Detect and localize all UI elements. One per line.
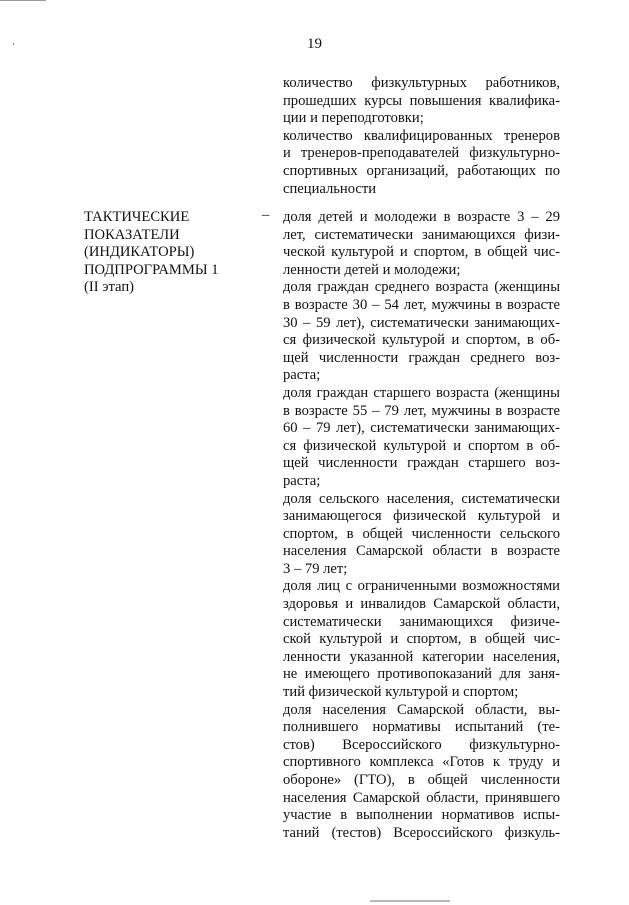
top-text-block	[283, 75, 560, 198]
text-line: обороне» (ГТО), в общей численности	[283, 772, 560, 788]
label-line: (II этап)	[84, 279, 135, 296]
text-line: ленности детей и молодежи;	[283, 261, 461, 278]
text-line: участие в выполнении нормативов испы-	[283, 807, 560, 824]
text-line: щей численности граждан среднего воз-	[283, 349, 560, 366]
text-line: лет, систематически занимающихся физи-	[283, 226, 560, 243]
text-line: полнившего нормативы испытаний (те-	[283, 719, 560, 736]
text-line: доля граждан старшего возраста (женщины	[283, 384, 560, 401]
text-line: доля детей и молодежи в возрасте 3 – 29	[283, 209, 560, 225]
text-line: ской культурой и спортом, в общей чис-	[283, 631, 560, 648]
text-line: в возрасте 30 – 54 лет, мужчины в возрасте	[283, 296, 560, 313]
text-line: ся физической культурой и спортом в об-	[283, 437, 560, 454]
text-line: систематически занимающихся физиче-	[283, 613, 560, 630]
text-line: количество физкультурных работников,	[283, 75, 560, 91]
text-line: спортивных организаций, работающих по	[283, 162, 560, 179]
scan-artifact	[13, 43, 14, 45]
text-line: доля населения Самарской области, вы-	[283, 701, 560, 718]
text-line: населения Самарской области, принявшего	[283, 789, 560, 806]
text-line: здоровья и инвалидов Самарской области,	[283, 596, 560, 613]
text-line: 60 – 79 лет), систематически занимающих-	[283, 420, 560, 437]
scan-artifact	[0, 0, 46, 1]
label-line: ПОДПРОГРАММЫ 1	[84, 261, 219, 278]
page-number: 19	[307, 36, 322, 52]
text-line: ся физической культурой и спортом, в об-	[283, 332, 560, 349]
label-line: (ИНДИКАТОРЫ)	[84, 244, 195, 261]
text-line: специальности	[283, 180, 377, 197]
text-line: не имеющего противопоказаний для заня-	[283, 666, 560, 683]
text-line: доля граждан среднего возраста (женщины	[283, 279, 560, 296]
text-line: раста;	[283, 367, 321, 384]
text-line: прошедших курсы повышения квалифика-	[283, 92, 560, 109]
indicators-text-block	[283, 209, 560, 842]
text-line: таний (тестов) Всероссийского физкуль-	[283, 824, 560, 841]
text-line: раста;	[283, 472, 321, 489]
text-line: стов) Всероссийского физкультурно-	[283, 736, 560, 753]
text-line: количество квалифицированных тренеров	[283, 127, 560, 144]
text-line: щей численности граждан старшего воз-	[283, 455, 560, 472]
text-line: доля сельского населения, систематически	[283, 490, 560, 507]
text-line: занимающегося физической культурой и	[283, 508, 560, 525]
section-label	[84, 209, 244, 297]
text-line: тий физической культурой и спортом;	[283, 684, 519, 701]
text-line: ции и переподготовки;	[283, 110, 424, 127]
text-line: 3 – 79 лет;	[283, 560, 348, 577]
text-line: населения Самарской области в возрасте	[283, 543, 560, 560]
scan-artifact	[370, 900, 450, 902]
label-line: ТАКТИЧЕСКИЕ	[84, 209, 190, 225]
text-line: в возрасте 55 – 79 лет, мужчины в возрасте	[283, 402, 560, 419]
text-line: спортом, в общей численности сельского	[283, 525, 560, 542]
text-line: ческой культурой и спортом, в общей чис-	[283, 244, 560, 261]
text-line: спортивного комплекса «Готов к труду и	[283, 754, 560, 771]
text-line: 30 – 59 лет), систематически занимающих-	[283, 314, 560, 331]
text-line: ленности указанной категории населения,	[283, 648, 560, 665]
text-line: доля лиц с ограниченными возможностями	[283, 578, 560, 595]
label-line: ПОКАЗАТЕЛИ	[84, 226, 180, 243]
text-line: и тренеров-преподавателей физкультурно-	[283, 145, 560, 162]
label-dash: –	[262, 207, 270, 223]
